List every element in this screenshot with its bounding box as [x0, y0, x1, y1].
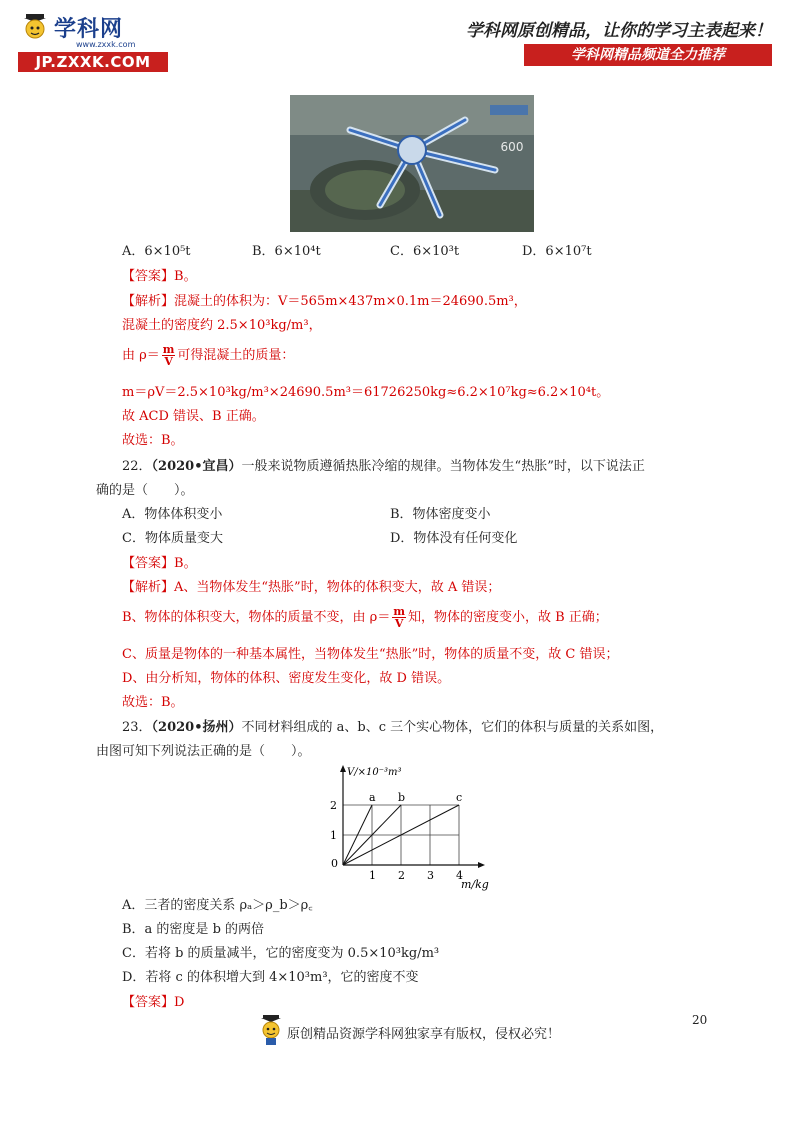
q21-analysis-4: m＝ρV＝2.5×10³kg/m³×24690.5m³＝61726250kg≈6.2×10⁷kg≈6.2×10⁴t。	[122, 385, 610, 400]
fraction-denominator: V	[394, 617, 404, 630]
q21-option-a: A．6×10⁵t	[122, 244, 191, 259]
y-tick-label: 2	[330, 799, 337, 812]
answer-value: D	[174, 995, 185, 1010]
header-slogan: 学科网原创精品，让你的学习主表起来！	[466, 21, 772, 41]
analysis-text: A、当物体发生“热胀”时，物体的体积变大，故 A 错误；	[174, 580, 501, 595]
analysis-text: 可得混凝土的质量：	[177, 348, 295, 363]
analysis-text: 混凝土的体积为：V＝565m×437m×0.1m＝24690.5m³，	[174, 294, 527, 309]
q23-answer	[122, 994, 184, 1012]
q23-option-c: C．若将 b 的质量减半，它的密度变为 0.5×10³kg/m³	[122, 946, 440, 961]
q23-option-a: A．三者的密度关系 ρₐ＞ρ_b＞ρ꜀	[122, 898, 313, 913]
question-number: 22．	[122, 459, 152, 474]
logo-subdomain: www.zxxk.com	[76, 40, 136, 49]
x-tick-label: 3	[427, 869, 434, 882]
volume-mass-graph	[325, 763, 505, 893]
fraction-numerator: m	[162, 343, 175, 356]
logo-url-bar: JP.ZXXK.COM	[18, 52, 168, 72]
density-fraction	[392, 606, 406, 629]
x-tick-label: 0	[331, 857, 338, 870]
q21-analysis-5: 故 ACD 错误、B 正确。	[122, 409, 265, 424]
q23-option-b: B．a 的密度是 b 的两倍	[122, 922, 265, 937]
x-axis-label: m/kg	[461, 878, 489, 891]
question-number: 23．	[122, 720, 152, 735]
y-tick-label: 1	[330, 829, 337, 842]
question-source: （2020•扬州）	[151, 720, 242, 735]
site-logo[interactable]	[18, 10, 168, 74]
q21-analysis-3	[122, 344, 294, 367]
answer-tag: 【答案】	[122, 995, 175, 1010]
q22-option-d: D．物体没有任何变化	[390, 531, 518, 546]
q22-conclusion: 故选：B。	[122, 695, 184, 710]
mascot-icon	[20, 12, 50, 42]
airport-photo	[290, 95, 534, 232]
analysis-tag: 【解析】	[122, 294, 175, 309]
q22-stem-2: 确的是（ ）。	[96, 483, 194, 498]
question-text: 不同材料组成的 a、b、c 三个实心物体，它们的体积与质量的关系如图，	[241, 720, 664, 735]
q22-answer	[122, 555, 197, 573]
analysis-text: 知，物体的密度变小，故 B 正确；	[407, 610, 608, 625]
q22-stem-1	[122, 458, 645, 476]
density-fraction	[162, 344, 176, 367]
q21-analysis-2: 混凝土的密度约 2.5×10³kg/m³，	[122, 318, 322, 333]
page-number: 20	[692, 1013, 708, 1027]
y-axis-label: V/×10⁻³m³	[347, 767, 402, 778]
photo-overlay-label: 600	[500, 140, 524, 154]
x-tick-label: 4	[456, 869, 463, 882]
q21-analysis-1	[122, 293, 527, 311]
x-tick-label: 2	[398, 869, 405, 882]
q22-option-a: A．物体体积变小	[122, 507, 223, 522]
q22-option-b: B．物体密度变小	[390, 507, 491, 522]
q21-option-b: B．6×10⁴t	[252, 244, 321, 259]
answer-tag: 【答案】	[122, 269, 175, 284]
answer-value: B。	[174, 269, 197, 284]
q21-conclusion: 故选：B。	[122, 433, 184, 448]
fraction-numerator: m	[393, 605, 405, 618]
answer-value: B。	[174, 556, 197, 571]
q23-stem-1	[122, 719, 663, 737]
logo-name: 学科网	[54, 17, 124, 42]
answer-tag: 【答案】	[122, 556, 175, 571]
x-axis-arrow	[478, 862, 485, 868]
q23-option-d: D．若将 c 的体积增大到 4×10³m³，它的密度不变	[122, 970, 419, 985]
series-label-a: a	[369, 791, 376, 804]
fraction-denominator: V	[164, 355, 173, 368]
y-axis-arrow	[340, 765, 346, 772]
copyright-notice: 原创精品资源学科网独家享有版权，侵权必究！	[287, 1027, 561, 1042]
q22-analysis-2	[122, 606, 608, 629]
analysis-text: 由 ρ＝	[122, 348, 160, 363]
analysis-tag: 【解析】	[122, 580, 175, 595]
q22-option-c: C．物体质量变大	[122, 531, 223, 546]
q21-option-c: C．6×10³t	[390, 244, 460, 259]
q22-analysis-3: C、质量是物体的一种基本属性，当物体发生“热胀”时，物体的质量不变，故 C 错误；	[122, 647, 619, 662]
q22-analysis-4: D、由分析知，物体的体积、密度发生变化，故 D 错误。	[122, 671, 451, 686]
q21-option-d: D．6×10⁷t	[522, 244, 592, 259]
analysis-text: B、物体的体积变大，物体的质量不变，由 ρ＝	[122, 610, 391, 625]
q22-analysis-1	[122, 579, 500, 597]
series-label-b: b	[398, 791, 406, 804]
series-label-c: c	[456, 791, 463, 804]
q21-answer	[122, 268, 197, 286]
q23-stem-2: 由图可知下列说法正确的是（ ）。	[96, 744, 311, 759]
question-source: （2020•宜昌）	[151, 459, 242, 474]
question-text: 一般来说物质遵循热胀冷缩的规律。当物体发生“热胀”时，以下说法正	[241, 459, 645, 474]
header-recommend-bar: 学科网精品频道全力推荐	[524, 44, 772, 66]
x-tick-label: 1	[369, 869, 376, 882]
mascot-icon	[258, 1014, 284, 1046]
